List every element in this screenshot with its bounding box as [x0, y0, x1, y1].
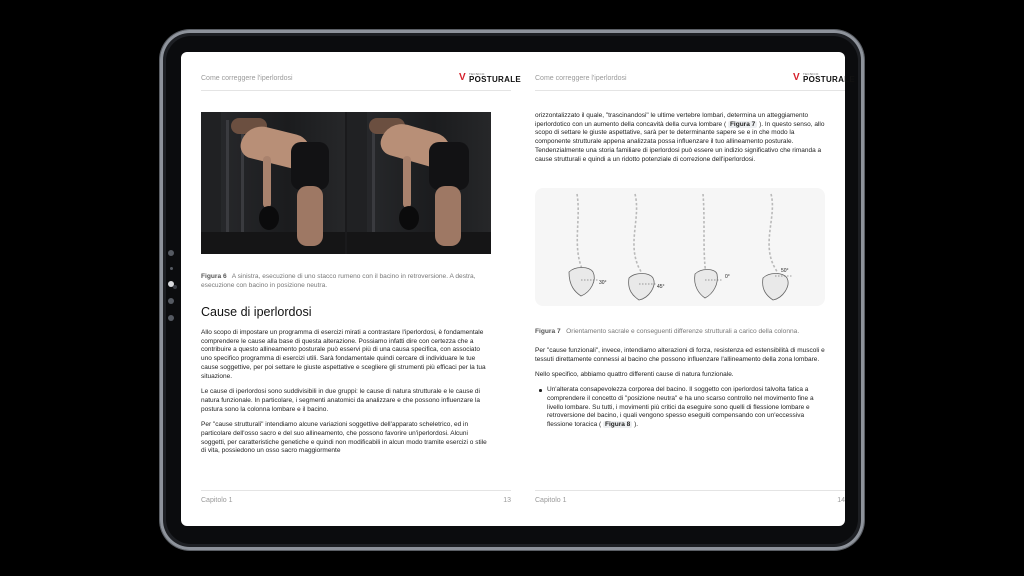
nav-dot[interactable] — [170, 267, 173, 270]
running-head: Come correggere l'iperlordosi — [535, 75, 627, 82]
section-title: Cause di iperlordosi — [201, 305, 312, 319]
logo-small-text: TECNICO — [803, 72, 819, 76]
page-number: 14 — [837, 497, 845, 504]
brand-logo — [459, 72, 522, 86]
body-text-top — [535, 112, 825, 171]
logo-word: POSTURALE — [803, 75, 856, 84]
logo-word: POSTURALE — [469, 75, 522, 84]
page-header — [535, 72, 856, 91]
paragraph — [535, 112, 825, 164]
angle-label: 45° — [657, 284, 665, 290]
page-footer — [201, 490, 511, 505]
photo-retroversion — [201, 112, 345, 254]
figure-label: Figura 7 — [535, 328, 561, 335]
photo-neutral — [347, 112, 491, 254]
figure-label: Figura 6 — [201, 273, 227, 280]
angle-label: 30° — [599, 280, 607, 286]
paragraph: Per "cause strutturali" intendiamo alcune variazioni soggettive dell'apparato scheletrico, ed in particolare dell'osso sacro e del suo allineamento, che possono favorire un'iperlordosi. Alcuni soggetti, per caratteristiche genetiche e quindi non modificabili in alcun modo tramite esercizi o stile di vita, possiedono un osso sacro maggiormente — [201, 421, 487, 455]
body-text-bottom — [535, 347, 825, 437]
page-number: 13 — [503, 497, 511, 504]
page-14 — [535, 52, 856, 526]
figure-7-caption — [535, 327, 825, 336]
figure-6-photo — [201, 112, 491, 254]
nav-dot[interactable] — [168, 315, 174, 321]
nav-dot[interactable] — [168, 298, 174, 304]
ebook-screen — [181, 52, 856, 526]
page-header — [201, 72, 522, 91]
footer-chapter: Capitolo 1 — [201, 497, 233, 504]
figure-caption-text: A sinistra, esecuzione di uno stacco rumeno con il bacino in retroversione. A destra, esecuzione con bacino in posizione neutra. — [201, 273, 476, 289]
angle-label: 0° — [725, 274, 730, 280]
list-item-text: Un'alterata consapevolezza corporea del bacino. Il soggetto con iperlordosi talvolta fatica a comprendere il concetto di "posizione neutra" e ha uno scarso controllo nel movimento fine a livello lombare. Su tutti, i movimenti più critici da eseguire sono quelli di flessione lombare e retroversione del bacino, i quali vengono spesso eseguiti compensando con un'eccessiva flessione toracica ( — [547, 386, 814, 428]
logo-small-text: TECNICO — [469, 72, 485, 76]
list-item-text: ). — [634, 420, 639, 428]
figure-7-diagram — [535, 188, 825, 306]
figure-caption-text: Orientamento sacrale e conseguenti differenze strutturali a carico della colonna. — [566, 328, 800, 335]
footer-chapter: Capitolo 1 — [535, 497, 567, 504]
nav-dot-active[interactable] — [168, 281, 174, 287]
paragraph-text: orizzontalizzato il quale, "trascinandosi" le ultime vertebre lombari, determina un atteggiamento iperlordotico con un aumento della concavità della curva lombare ( — [535, 112, 809, 128]
angle-label: 50° — [781, 268, 789, 274]
running-head: Come correggere l'iperlordosi — [201, 75, 293, 82]
paragraph: Allo scopo di impostare un programma di esercizi mirati a contrastare l'iperlordosi, è fondamentale comprendere le cause alla base di questa alterazione. Possiamo infatti dire con certezza che a contribuire a questo allineamento posturale può esservi più di una causa specifica, con associato uno specifico programma di esercizi utili. Sarà fondamentale quindi cercare di individuare le tue cause soggettive, per poi settare le giuste aspettative e scegliere gli strumenti più efficaci per la tua situazione. — [201, 329, 486, 380]
list-item — [535, 386, 825, 430]
figure-6-caption — [201, 272, 491, 290]
figure-8-link[interactable]: Figura 8 — [605, 420, 631, 428]
paragraph-text: ). In questo senso, allo scopo di settare le giuste aspettative, sarà per te determinante sapere se e in che modo la componente strutturale appena analizzata possa influenzare il tuo allineamento posturale. Tendenzialmente una storia familiare di iperlordosi può essere un indizio significativo che rimanda a cause strutturali e quindi a un ridotto potenziale di correzione dell'iperlordosi. — [535, 120, 825, 163]
paragraph: Le cause di iperlordosi sono suddivisibili in due gruppi: le cause di natura strutturale e le cause di natura funzionale. In particolare, i segmenti anatomici da analizzare e che possono influenzare la postura sono la colonna lombare e il bacino. — [201, 388, 480, 413]
page-footer — [535, 490, 845, 505]
brand-logo — [793, 72, 856, 86]
page-navigation-dots[interactable] — [166, 250, 176, 332]
logo-v-icon: V — [459, 72, 466, 83]
figure-7-link[interactable]: Figura 7 — [729, 120, 756, 128]
page-13 — [201, 52, 522, 526]
paragraph: Nello specifico, abbiamo quattro differenti cause di natura funzionale. — [535, 371, 734, 379]
logo-v-icon: V — [793, 72, 800, 83]
nav-dot[interactable] — [168, 250, 174, 256]
paragraph: Per "cause funzionali", invece, intendiamo alterazioni di forza, resistenza ed estensibilità di muscoli e tessuti direttamente connessi al bacino che possono influenzare l'allineamento della zona lombare. — [535, 347, 825, 363]
body-text — [201, 329, 491, 463]
